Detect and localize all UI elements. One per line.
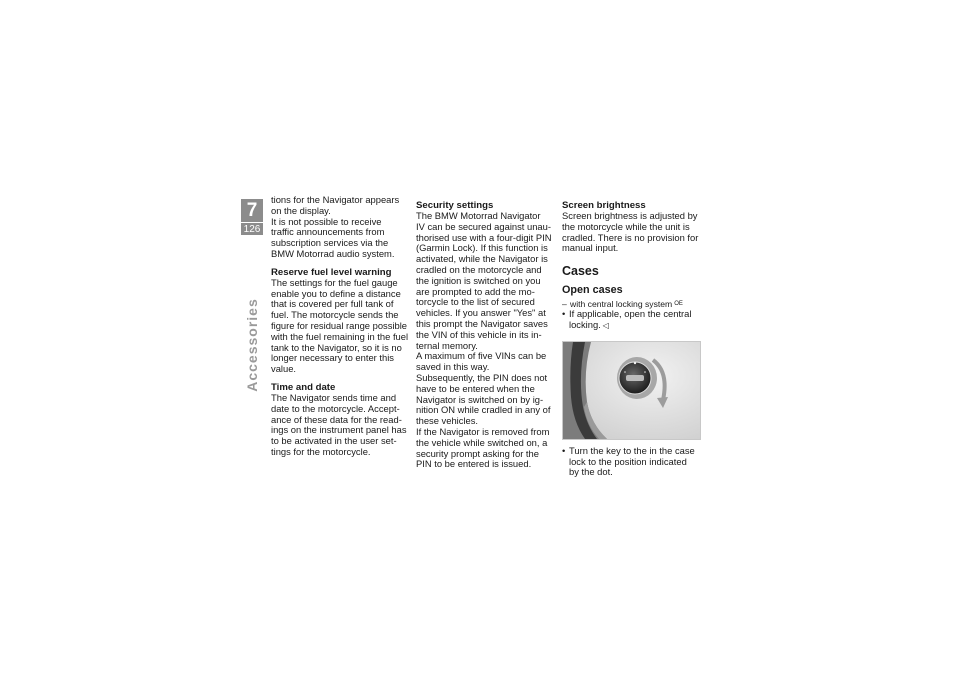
text-line: ternal memory.	[416, 339, 478, 351]
text-line: Subsequently, the PIN does not	[416, 371, 548, 383]
text-line: torcycle to the list of secured	[416, 296, 535, 308]
text-line: nition ON while cradled in any of	[416, 404, 551, 416]
text-line: ance of these data for the read-	[271, 413, 402, 425]
subsection-heading-open-cases: Open cases	[562, 284, 623, 297]
bullet-icon: •	[562, 308, 566, 320]
section-heading-reserve-fuel: Reserve fuel level warning	[271, 266, 392, 278]
text-line: security prompt asking for the	[416, 447, 539, 459]
dash-icon: –	[562, 299, 567, 310]
text-line: subscription services via the	[271, 237, 389, 249]
text-line: ings on the instrument panel has	[271, 424, 407, 436]
text-column-1	[271, 195, 409, 458]
text-line: date to the motorcycle. Accept-	[271, 402, 400, 414]
text-line: tank to the Navigator, so it is no	[271, 341, 402, 353]
text-line: that is covered per full tank of	[271, 298, 394, 310]
list-item	[562, 309, 700, 332]
text-line: value.	[271, 363, 297, 375]
text-line: the motorcycle while the unit is	[562, 220, 690, 232]
text-line: this prompt the Navigator saves	[416, 317, 548, 329]
case-lock-photo	[562, 341, 701, 440]
section-heading-security: Security settings	[416, 200, 494, 211]
section-heading-cases: Cases	[562, 264, 599, 279]
text-line: the VIN of this vehicle in its in-	[416, 328, 542, 340]
section-heading-brightness: Screen brightness	[562, 200, 646, 211]
text-line: Screen brightness is adjusted by	[562, 210, 698, 221]
text-line: with the fuel remaining in the fuel	[271, 330, 409, 342]
bullet-icon: •	[562, 444, 566, 456]
text-line: enable you to define a distance	[271, 287, 401, 299]
text-line: by the dot.	[569, 466, 613, 478]
text-line: The settings for the fuel gauge	[271, 276, 398, 288]
text-line: PIN to be entered is issued.	[416, 458, 532, 470]
text-line: The Navigator sends time and	[271, 391, 397, 403]
text-line: A maximum of five VINs can be	[416, 350, 547, 362]
text-line: have to be entered when the	[416, 382, 535, 394]
text-line: these vehicles.	[416, 415, 479, 427]
text-line: Turn the key to the in the case	[569, 444, 695, 456]
text-line: cradled on the motorcycle and	[416, 263, 542, 275]
text-line: If applicable, open the central	[569, 308, 692, 320]
text-line: traffic announcements from	[271, 226, 385, 238]
chapter-divider	[241, 222, 263, 223]
text-line: vehicles. If you answer "Yes" at	[416, 307, 546, 319]
text-line: IV can be secured against unau-	[416, 220, 551, 232]
text-line: tions for the Navigator appears	[271, 194, 400, 205]
text-line: are prompted to add the mo-	[416, 285, 535, 297]
page-number: 126	[243, 224, 261, 235]
text-line: The BMW Motorrad Navigator	[416, 210, 541, 221]
text-line: the vehicle while switched on, a	[416, 436, 548, 448]
chapter-number: 7	[246, 200, 258, 221]
text-line: cradled. There is no provision for	[562, 231, 699, 243]
text-line: (Garmin Lock). If this function is	[416, 242, 548, 254]
text-line: longer necessary to enter this	[271, 352, 394, 364]
text-line: fuel. The motorcycle sends the	[271, 309, 399, 321]
text-line: figure for residual range possible	[271, 319, 408, 331]
text-line: Navigator is switched on by ig-	[416, 393, 544, 405]
text-line: lock to the position indicated	[569, 455, 687, 467]
text-line: on the display.	[271, 204, 331, 216]
text-column-3	[562, 200, 700, 478]
oe-badge: OE	[674, 301, 683, 308]
text-line: thorised use with a four-digit PIN	[416, 231, 552, 243]
text-line: It is not possible to receive	[271, 215, 382, 227]
text-line: tings for the motorcycle.	[271, 445, 371, 457]
chapter-title: Accessories	[244, 298, 260, 392]
condition-text: with central locking system	[570, 299, 673, 310]
text-line: the ignition is switched on you	[416, 274, 541, 286]
section-heading-time-date: Time and date	[271, 381, 336, 393]
text-column-2	[416, 200, 554, 470]
text-line: If the Navigator is removed from	[416, 425, 550, 437]
text-line: locking.	[569, 318, 601, 330]
list-item	[562, 446, 700, 478]
text-line: manual input.	[562, 242, 619, 254]
text-line: to be activated in the user set-	[271, 435, 397, 447]
text-line: BMW Motorrad audio system.	[271, 247, 395, 259]
text-line: saved in this way.	[416, 361, 490, 373]
text-line: activated, while the Navigator is	[416, 253, 548, 265]
end-marker-icon: ◁	[602, 320, 609, 330]
